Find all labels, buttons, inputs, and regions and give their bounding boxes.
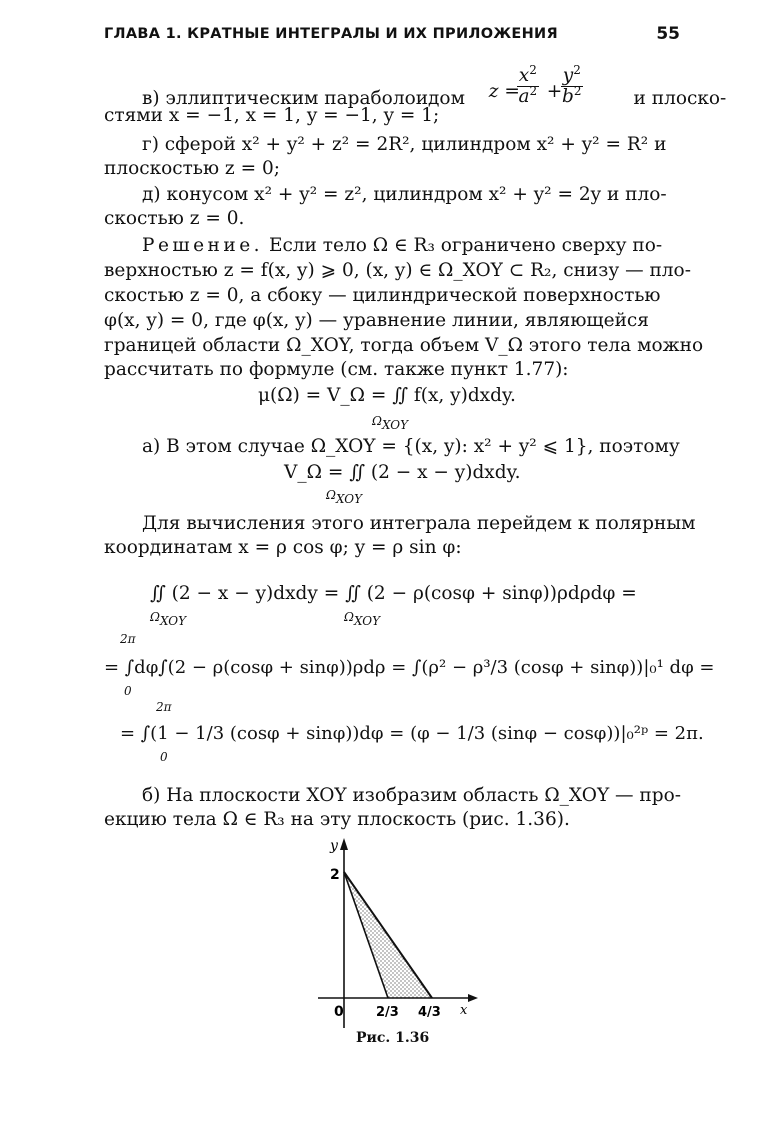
y-axis-label: y	[330, 838, 338, 854]
item-v-line2: стями x = −1, x = 1, y = −1, y = 1;	[104, 105, 440, 126]
solution-label: Решение.	[142, 235, 264, 256]
item-d-line2: скостью z = 0.	[104, 208, 245, 229]
origin-label: 0	[334, 1004, 344, 1020]
eq1-domain-left: $\Omega_{XOY}$	[150, 610, 187, 628]
solution-line4: φ(x, y) = 0, где φ(x, y) — уравнение линии, являющейся	[104, 310, 649, 331]
formula-mu: μ(Ω) = V_Ω = ∬ f(x, y)dxdy.	[258, 385, 516, 406]
x-tick-4-3: 4/3	[418, 1005, 441, 1020]
eq2-limit-top: 2π	[120, 632, 136, 646]
equation-3: = ∫(1 − 1/3 (cosφ + sinφ))dφ = (φ − 1/3 (sinφ − cosφ))|₀²ᵖ = 2π.	[120, 723, 704, 744]
item-d-line1: д) конусом x² + y² = z², цилиндром x² + y² = 2y и пло-	[142, 184, 667, 205]
solution-text: Если тело Ω ∈ R₃ ограничено сверху по-	[268, 235, 663, 256]
solution-line5: границей области Ω_XOY, тогда объем V_Ω этого тела можно	[104, 335, 704, 356]
eq1-domain-right: $\Omega_{XOY}$	[344, 610, 381, 628]
item-g-line2: плоскостью z = 0;	[104, 158, 280, 179]
formula-v: V_Ω = ∬ (2 − x − y)dxdy.	[284, 462, 521, 483]
polar-line1: Для вычисления этого интеграла перейдем к полярным	[142, 513, 696, 534]
solution-line1	[142, 234, 662, 258]
running-head: ГЛАВА 1. КРАТНЫЕ ИНТЕГРАЛЫ И ИХ ПРИЛОЖЕНИЯ	[104, 26, 558, 42]
x-tick-2-3: 2/3	[376, 1005, 399, 1020]
item-g-line1: г) сферой x² + y² + z² = 2R², цилиндром x² + y² = R² и	[142, 134, 667, 155]
solution-line6: рассчитать по формуле (см. также пункт 1.77):	[104, 359, 569, 380]
case-a-line: а) В этом случае Ω_XOY = {(x, y): x² + y² ⩽ 1}, поэтому	[142, 436, 680, 457]
x-axis-label: x	[460, 1003, 468, 1018]
polar-line2: координатам x = ρ cos φ; y = ρ sin φ:	[104, 537, 462, 558]
figure-caption: Рис. 1.36	[356, 1030, 430, 1046]
figure-svg	[318, 838, 478, 1028]
solution-line2: верхностью z = f(x, y) ⩾ 0, (x, y) ∈ Ω_XOY ⊂ R₂, снизу — пло-	[104, 260, 691, 281]
eq3-limit-bottom: 0	[160, 750, 168, 764]
case-b-line1: б) На плоскости XOY изобразим область Ω_XOY — про-	[142, 785, 681, 806]
page-number: 55	[656, 24, 680, 44]
item-v-text-b: и плоско-	[633, 88, 727, 109]
x-axis-arrow-icon	[468, 994, 478, 1002]
item-v-text-a: в) эллиптическим параболоидом	[142, 88, 465, 109]
solution-line3: скостью z = 0, а сбоку — цилиндрической поверхностью	[104, 285, 661, 306]
page-header	[104, 26, 680, 50]
eq2-limit-bottom: 0	[124, 684, 132, 698]
equation-2: = ∫dφ∫(2 − ρ(cosφ + sinφ))ρdρ = ∫(ρ² − ρ³/3 (cosφ + sinφ))|₀¹ dφ =	[104, 657, 715, 678]
formula-v-domain: $\Omega_{XOY}$	[326, 488, 363, 506]
case-b-line2: екцию тела Ω ∈ R₃ на эту плоскость (рис. 1.36).	[104, 809, 570, 830]
eq3-limit-top: 2π	[156, 700, 172, 714]
equation-1: ∬ (2 − x − y)dxdy = ∬ (2 − ρ(cosφ + sinφ))ρdρdφ =	[150, 583, 637, 604]
formula-mu-domain: $\Omega_{XOY}$	[372, 414, 409, 432]
paraboloid-formula: z = $\frac{x^2}{a^2}$ + $\frac{y^2}{b^2}$	[488, 63, 582, 107]
figure-1-36	[318, 838, 478, 1032]
y-axis-arrow-icon	[340, 838, 348, 850]
y-tick-2: 2	[330, 867, 340, 883]
